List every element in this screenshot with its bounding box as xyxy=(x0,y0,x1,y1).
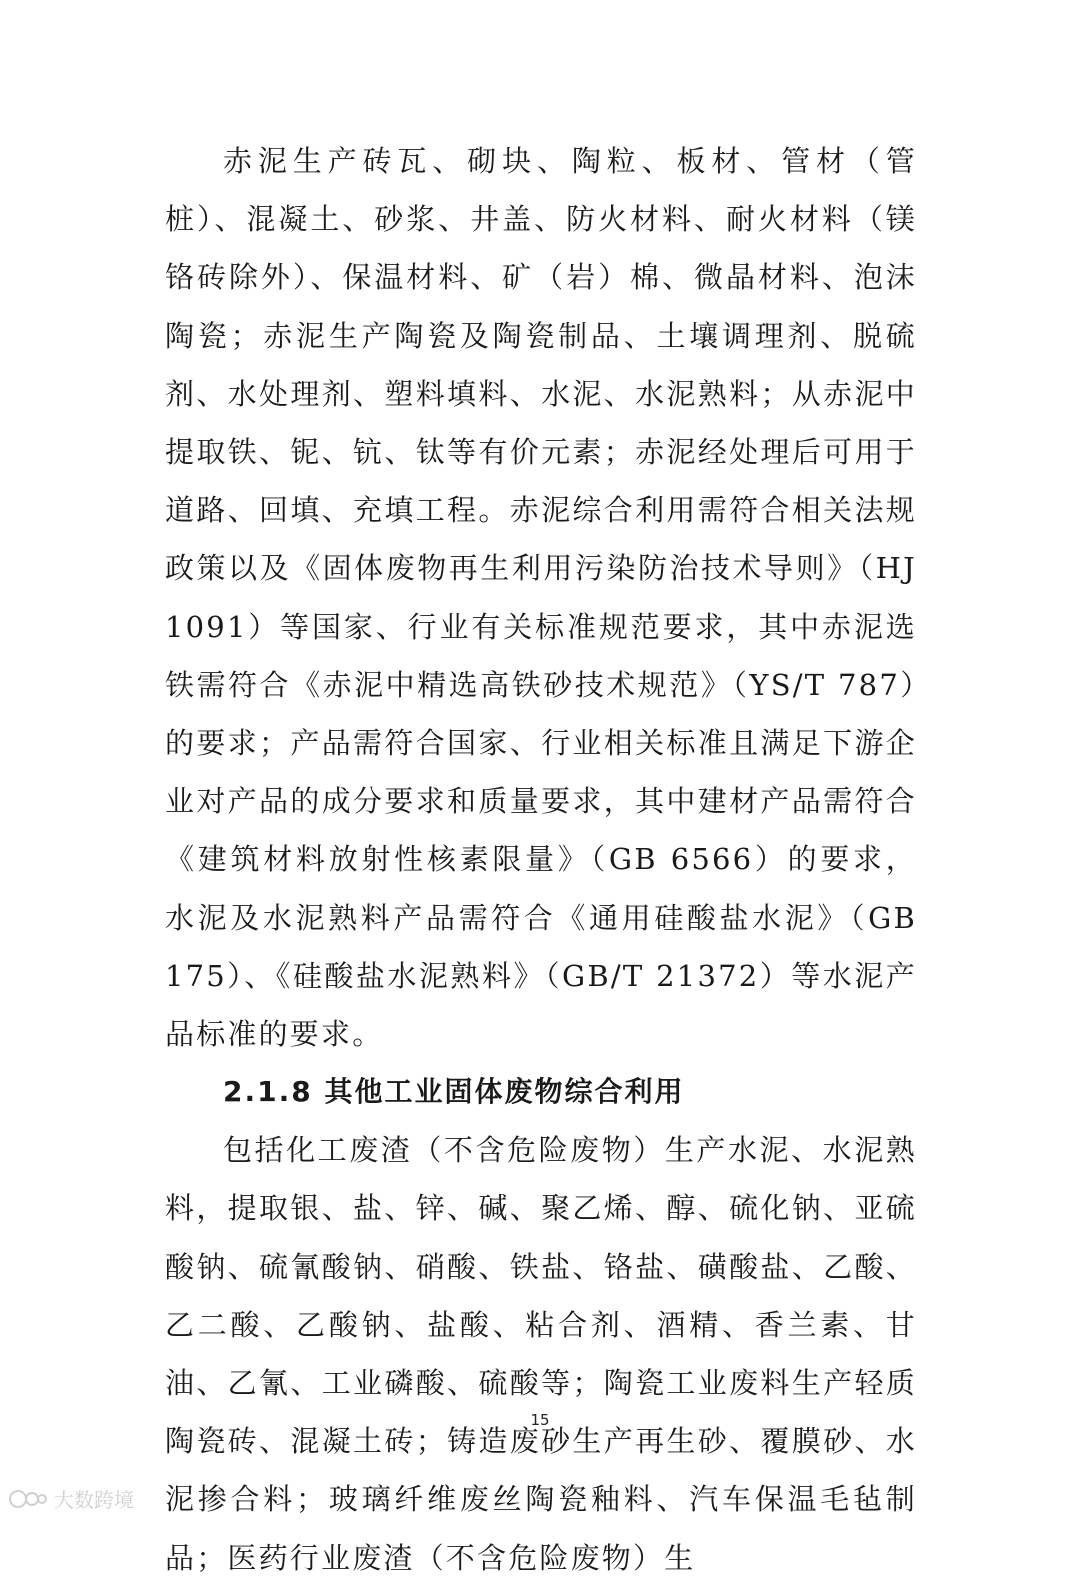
section-heading: 2.1.8 其他工业固体废物综合利用 xyxy=(223,1075,685,1109)
page-number: 15 xyxy=(530,1411,550,1429)
section-paragraph: 包括化工废渣（不含危险废物）生产水泥、水泥熟料，提取银、盐、锌、碱、聚乙烯、醇、硫化钠、亚硫酸钠、硫氰酸钠、硝酸、铁盐、铬盐、磺酸盐、乙酸、乙二酸、乙酸钠、盐酸、粘合剂、酒精、香兰素、甘油、乙氰、工业磷酸、硫酸等；陶瓷工业废料生产轻质陶瓷砖、混凝土砖；铸造废砂生产再生砂、覆膜砂、水泥掺合料；玻璃纤维废丝陶瓷釉料、汽车保温毛毡制品；医药行业废渣（不含危险废物）生 xyxy=(165,1133,917,1575)
watermark xyxy=(8,1484,134,1513)
watermark-text: 大数跨境 xyxy=(54,1488,134,1512)
body-paragraph: 赤泥生产砖瓦、砌块、陶粒、板材、管材（管桩）、混凝土、砂浆、井盖、防火材料、耐火材料（镁铬砖除外）、保温材料、矿（岩）棉、微晶材料、泡沫陶瓷；赤泥生产陶瓷及陶瓷制品、土壤调理剂、脱硫剂、水处理剂、塑料填料、水泥、水泥熟料；从赤泥中提取铁、铌、钪、钛等有价元素；赤泥经处理后可用于道路、回填、充填工程。赤泥综合利用需符合相关法规政策以及《固体废物再生利用污染防治技术导则》（HJ 1091）等国家、行业有关标准规范要求，其中赤泥选铁需符合《赤泥中精选高铁砂技术规范》（YS/T 787）的要求；产品需符合国家、行业相关标准且满足下游企业对产品的成分要求和质量要求，其中建材产品需符合《建筑材料放射性核素限量》（GB 6566）的要求，水泥及水泥熟料产品需符合《通用硅酸盐水泥》（GB 175）、《硅酸盐水泥熟料》（GB/T 21372）等水泥产品标准的要求。 xyxy=(165,144,917,1052)
page-content xyxy=(165,132,917,1587)
logo-icon xyxy=(8,1487,48,1511)
